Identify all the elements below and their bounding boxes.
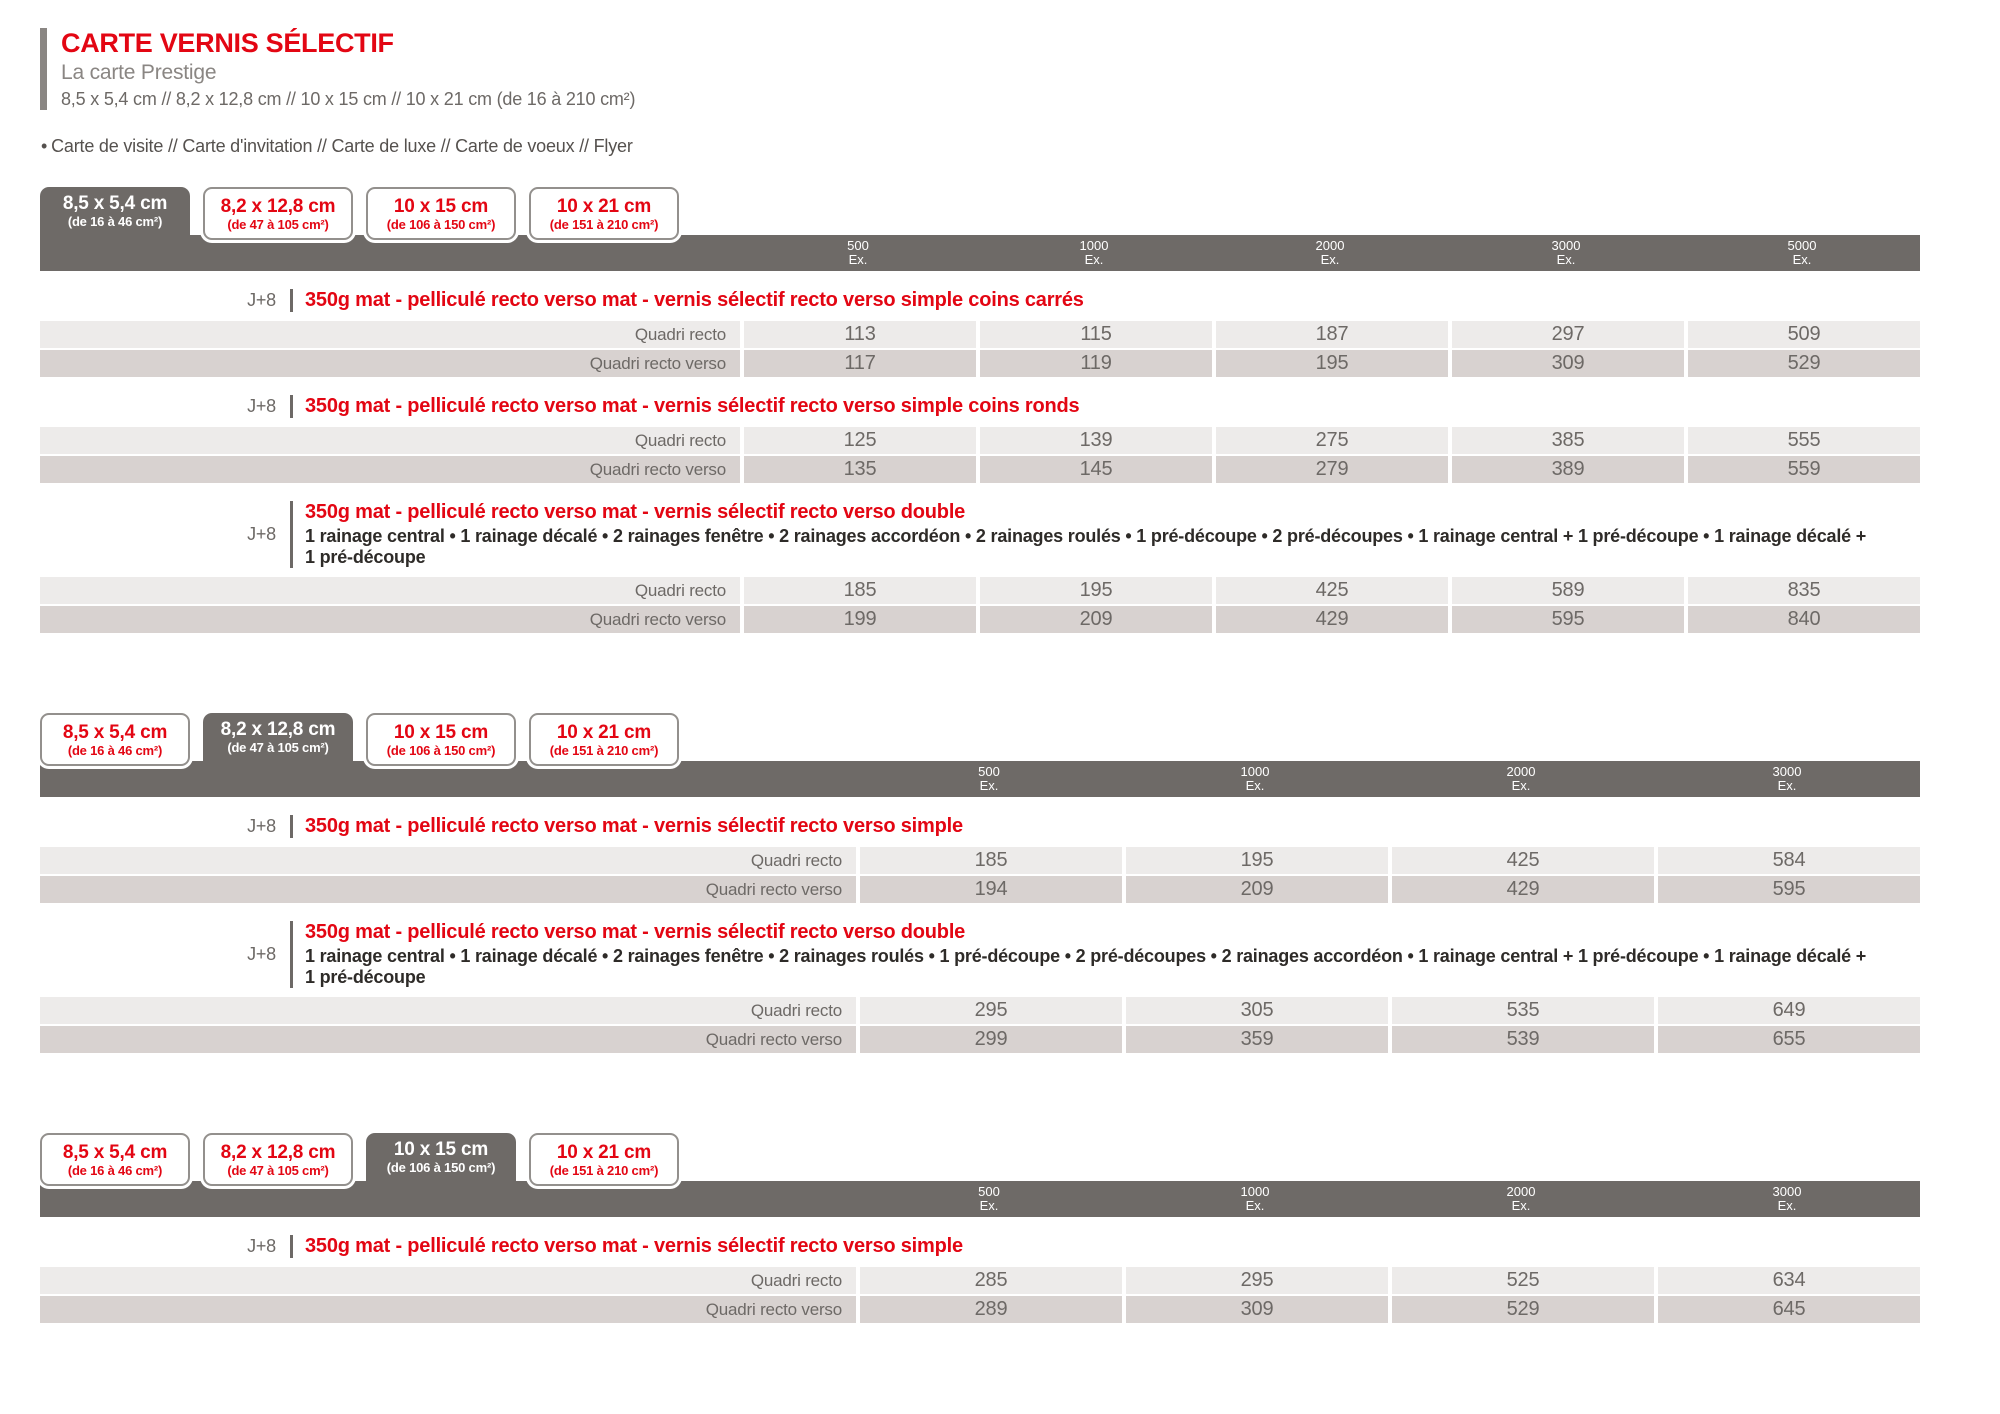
price-sections — [40, 187, 1960, 1323]
tab-label: 8,2 x 12,8 cm — [220, 195, 336, 217]
price-cell: 535 — [1388, 997, 1654, 1024]
row-label-cell — [40, 321, 740, 348]
quantity-value: 2000 — [1506, 764, 1536, 779]
price-cell: 279 — [1212, 456, 1448, 483]
tab-label: 8,5 x 5,4 cm — [62, 721, 168, 743]
tab-range-label: (de 151 à 210 cm²) — [549, 1162, 659, 1178]
price-cell: 297 — [1448, 321, 1684, 348]
tab-10-x-21-cm[interactable] — [529, 713, 679, 766]
quantity-column-header — [1654, 765, 1920, 793]
format-tabs — [40, 713, 1920, 761]
price-cell: 529 — [1388, 1296, 1654, 1323]
product-options: 1 rainage central • 1 rainage décalé • 2 rainages fenêtre • 2 rainages roulés • 1 pré-découpe • 2 pré-découpes • 2 rainages accordéon • 1 rainage central + 1 pré-découpe • 1 rainage décalé + 1 pré-découpe — [305, 946, 1867, 987]
tab-range-label: (de 16 à 46 cm²) — [67, 742, 163, 758]
price-cell: 595 — [1654, 876, 1920, 903]
quantity-column-header — [1684, 239, 1920, 267]
row-label-cell — [40, 427, 740, 454]
tab-range-label: (de 47 à 105 cm²) — [227, 740, 329, 755]
tab-label: 10 x 15 cm — [393, 195, 489, 217]
quantity-value: 3000 — [1772, 764, 1802, 779]
row-label-cell — [40, 577, 740, 604]
quantity-column-header — [976, 239, 1212, 267]
price-cell: 584 — [1654, 847, 1920, 874]
delay-label: J+8 — [247, 290, 276, 310]
tab-10-x-15-cm[interactable] — [366, 713, 516, 766]
price-cell: 509 — [1684, 321, 1920, 348]
uses-text: Carte de visite // Carte d'invitation // Carte de luxe // Carte de voeux // Flyer — [51, 136, 633, 156]
price-cell: 209 — [976, 606, 1212, 633]
price-cell: 209 — [1122, 876, 1388, 903]
quantity-unit: Ex. — [848, 252, 868, 267]
tab-label: 10 x 15 cm — [393, 721, 489, 743]
table-row — [40, 456, 1920, 483]
price-cell: 309 — [1122, 1296, 1388, 1323]
format-section — [40, 1133, 1920, 1323]
row-label: Quadri recto verso — [705, 1299, 842, 1319]
format-tabs — [40, 187, 1920, 235]
price-cell: 125 — [740, 427, 976, 454]
tab-10-x-15-cm[interactable] — [366, 187, 516, 240]
uses-line — [41, 136, 1960, 157]
price-cell: 295 — [1122, 1267, 1388, 1294]
tab-label: 8,2 x 12,8 cm — [220, 719, 336, 740]
row-label: Quadri recto verso — [589, 459, 726, 479]
product-heading-text — [290, 501, 1880, 568]
table-row — [40, 350, 1920, 377]
quantity-column-header — [856, 1185, 1122, 1213]
product-heading-text — [290, 815, 963, 838]
price-cell: 275 — [1212, 427, 1448, 454]
price-cell: 195 — [976, 577, 1212, 604]
quantity-header-bar — [40, 761, 1920, 797]
quantity-column-header — [1654, 1185, 1920, 1213]
price-cell: 113 — [740, 321, 976, 348]
row-label: Quadri recto — [750, 1000, 842, 1020]
tab-8-2-x-12-8-cm[interactable] — [203, 713, 353, 761]
price-cell: 655 — [1654, 1026, 1920, 1053]
tab-8-2-x-12-8-cm[interactable] — [203, 187, 353, 240]
tab-10-x-21-cm[interactable] — [529, 187, 679, 240]
delay-label: J+8 — [247, 396, 276, 416]
quantity-column-header — [1122, 765, 1388, 793]
price-cell: 645 — [1654, 1296, 1920, 1323]
quantity-header-bar — [40, 235, 1920, 271]
table-row — [40, 847, 1920, 874]
quantity-unit: Ex. — [1792, 252, 1812, 267]
quantity-column-header — [1122, 1185, 1388, 1213]
quantity-column-header — [856, 765, 1122, 793]
price-cell: 840 — [1684, 606, 1920, 633]
bullet-icon: • — [41, 136, 48, 156]
price-cell: 425 — [1388, 847, 1654, 874]
price-cell: 309 — [1448, 350, 1684, 377]
row-label-cell — [40, 350, 740, 377]
price-cell: 525 — [1388, 1267, 1654, 1294]
product-heading — [40, 921, 1920, 988]
quantity-value: 1000 — [1240, 764, 1270, 779]
tab-range-label: (de 151 à 210 cm²) — [549, 216, 659, 232]
tab-8-2-x-12-8-cm[interactable] — [203, 1133, 353, 1186]
tab-label: 8,5 x 5,4 cm — [62, 1141, 168, 1163]
price-cell: 194 — [856, 876, 1122, 903]
quantity-column-header — [740, 239, 976, 267]
product-heading — [40, 501, 1920, 568]
tab-range-label: (de 47 à 105 cm²) — [227, 1162, 329, 1178]
price-cell: 429 — [1212, 606, 1448, 633]
quantity-value: 3000 — [1772, 1184, 1802, 1199]
product-options: 1 rainage central • 1 rainage décalé • 2 rainages fenêtre • 2 rainages accordéon • 2 rainages roulés • 1 pré-découpe • 2 pré-découpes • 1 rainage central + 1 pré-découpe • 1 rainage décalé + 1 pré-découpe — [305, 526, 1867, 567]
product-title: 350g mat - pelliculé recto verso mat - vernis sélectif recto verso simple — [305, 815, 963, 837]
price-cell: 185 — [856, 847, 1122, 874]
row-label: Quadri recto — [750, 850, 842, 870]
table-row — [40, 577, 1920, 604]
price-cell: 285 — [856, 1267, 1122, 1294]
quantity-value: 1000 — [1240, 1184, 1270, 1199]
format-tabs — [40, 1133, 1920, 1181]
quantity-column-header — [1212, 239, 1448, 267]
price-cell: 139 — [976, 427, 1212, 454]
delay-label: J+8 — [247, 944, 276, 964]
price-cell: 289 — [856, 1296, 1122, 1323]
quantity-value: 500 — [847, 238, 869, 253]
price-cell: 305 — [1122, 997, 1388, 1024]
price-cell: 359 — [1122, 1026, 1388, 1053]
price-cell: 117 — [740, 350, 976, 377]
product-title: 350g mat - pelliculé recto verso mat - vernis sélectif recto verso simple coins carrés — [305, 289, 1084, 311]
price-cell: 835 — [1684, 577, 1920, 604]
quantity-value: 500 — [978, 1184, 1000, 1199]
row-label: Quadri recto — [634, 580, 726, 600]
price-cell: 539 — [1388, 1026, 1654, 1053]
price-cell: 115 — [976, 321, 1212, 348]
quantity-unit: Ex. — [1084, 252, 1104, 267]
quantity-value: 500 — [978, 764, 1000, 779]
table-row — [40, 997, 1920, 1024]
tab-8-5-x-5-4-cm[interactable] — [40, 713, 190, 766]
price-cell: 145 — [976, 456, 1212, 483]
table-row — [40, 427, 1920, 454]
price-cell: 119 — [976, 350, 1212, 377]
quantity-unit: Ex. — [979, 1198, 999, 1213]
price-cell: 389 — [1448, 456, 1684, 483]
tab-range-label: (de 47 à 105 cm²) — [227, 216, 329, 232]
product-heading-text — [290, 921, 1880, 988]
price-cell: 429 — [1388, 876, 1654, 903]
delay-label: J+8 — [247, 816, 276, 836]
tab-range-label: (de 106 à 150 cm²) — [386, 216, 496, 232]
quantity-value: 2000 — [1315, 238, 1345, 253]
product-heading-text — [290, 289, 1084, 312]
tab-range-label: (de 106 à 150 cm²) — [386, 742, 496, 758]
tab-label: 10 x 21 cm — [556, 195, 652, 217]
tab-label: 8,2 x 12,8 cm — [220, 1141, 336, 1163]
quantity-value: 5000 — [1787, 238, 1817, 253]
quantity-unit: Ex. — [1556, 252, 1576, 267]
quantity-unit: Ex. — [1511, 778, 1531, 793]
row-label: Quadri recto verso — [705, 1029, 842, 1049]
quantity-header-bar — [40, 1181, 1920, 1217]
tab-range-label: (de 16 à 46 cm²) — [67, 1162, 163, 1178]
table-row — [40, 1296, 1920, 1323]
tab-range-label: (de 106 à 150 cm²) — [386, 1160, 496, 1175]
row-label: Quadri recto — [634, 324, 726, 344]
tab-10-x-15-cm[interactable] — [366, 1133, 516, 1181]
format-section — [40, 713, 1920, 1053]
price-cell: 187 — [1212, 321, 1448, 348]
document-header — [40, 28, 1960, 110]
price-cell: 559 — [1684, 456, 1920, 483]
quantity-value: 3000 — [1551, 238, 1581, 253]
quantity-unit: Ex. — [1320, 252, 1340, 267]
table-row — [40, 1267, 1920, 1294]
product-heading — [40, 289, 1920, 312]
tab-range-label: (de 16 à 46 cm²) — [67, 214, 163, 229]
quantity-unit: Ex. — [1245, 1198, 1265, 1213]
price-cell: 185 — [740, 577, 976, 604]
tab-8-5-x-5-4-cm[interactable] — [40, 1133, 190, 1186]
row-label: Quadri recto verso — [589, 353, 726, 373]
quantity-value: 2000 — [1506, 1184, 1536, 1199]
product-title: 350g mat - pelliculé recto verso mat - vernis sélectif recto verso double — [305, 921, 966, 943]
price-cell: 425 — [1212, 577, 1448, 604]
price-cell: 649 — [1654, 997, 1920, 1024]
page-subtitle: La carte Prestige — [61, 61, 217, 84]
price-cell: 589 — [1448, 577, 1684, 604]
row-label: Quadri recto verso — [589, 609, 726, 629]
page-title: CARTE VERNIS SÉLECTIF — [61, 28, 394, 58]
price-cell: 135 — [740, 456, 976, 483]
table-row — [40, 1026, 1920, 1053]
format-section — [40, 187, 1920, 633]
product-heading — [40, 1235, 1920, 1258]
product-title: 350g mat - pelliculé recto verso mat - vernis sélectif recto verso simple — [305, 1235, 963, 1257]
price-cell: 385 — [1448, 427, 1684, 454]
tab-10-x-21-cm[interactable] — [529, 1133, 679, 1186]
delay-label: J+8 — [247, 1236, 276, 1256]
quantity-column-header — [1388, 765, 1654, 793]
tab-label: 8,5 x 5,4 cm — [62, 193, 168, 214]
tab-range-label: (de 151 à 210 cm²) — [549, 742, 659, 758]
row-label-cell — [40, 606, 740, 633]
row-label-cell — [40, 456, 740, 483]
formats-line: 8,5 x 5,4 cm // 8,2 x 12,8 cm // 10 x 15 cm // 10 x 21 cm (de 16 à 210 cm²) — [61, 89, 636, 109]
price-cell: 199 — [740, 606, 976, 633]
product-title: 350g mat - pelliculé recto verso mat - vernis sélectif recto verso double — [305, 501, 966, 523]
price-cell: 195 — [1122, 847, 1388, 874]
price-cell: 595 — [1448, 606, 1684, 633]
price-cell: 195 — [1212, 350, 1448, 377]
table-row — [40, 876, 1920, 903]
row-label: Quadri recto — [634, 430, 726, 450]
product-heading-text — [290, 395, 1079, 418]
tab-label: 10 x 15 cm — [393, 1139, 489, 1160]
quantity-column-header — [1388, 1185, 1654, 1213]
price-cell: 634 — [1654, 1267, 1920, 1294]
row-label: Quadri recto — [750, 1270, 842, 1290]
price-cell: 529 — [1684, 350, 1920, 377]
row-label-cell — [40, 997, 856, 1024]
row-label-cell — [40, 1267, 856, 1294]
row-label-cell — [40, 1026, 856, 1053]
price-cell: 295 — [856, 997, 1122, 1024]
product-title: 350g mat - pelliculé recto verso mat - vernis sélectif recto verso simple coins ronds — [305, 395, 1080, 417]
quantity-unit: Ex. — [979, 778, 999, 793]
quantity-unit: Ex. — [1777, 1198, 1797, 1213]
price-cell: 299 — [856, 1026, 1122, 1053]
row-label-cell — [40, 876, 856, 903]
product-heading-text — [290, 1235, 963, 1258]
tab-label: 10 x 21 cm — [556, 721, 652, 743]
row-label: Quadri recto verso — [705, 879, 842, 899]
tab-label: 10 x 21 cm — [556, 1141, 652, 1163]
delay-label: J+8 — [247, 524, 276, 544]
quantity-unit: Ex. — [1511, 1198, 1531, 1213]
quantity-column-header — [1448, 239, 1684, 267]
table-row — [40, 606, 1920, 633]
quantity-unit: Ex. — [1777, 778, 1797, 793]
row-label-cell — [40, 1296, 856, 1323]
row-label-cell — [40, 847, 856, 874]
price-cell: 555 — [1684, 427, 1920, 454]
quantity-value: 1000 — [1079, 238, 1109, 253]
table-row — [40, 321, 1920, 348]
product-heading — [40, 815, 1920, 838]
quantity-unit: Ex. — [1245, 778, 1265, 793]
tab-8-5-x-5-4-cm[interactable] — [40, 187, 190, 235]
product-heading — [40, 395, 1920, 418]
